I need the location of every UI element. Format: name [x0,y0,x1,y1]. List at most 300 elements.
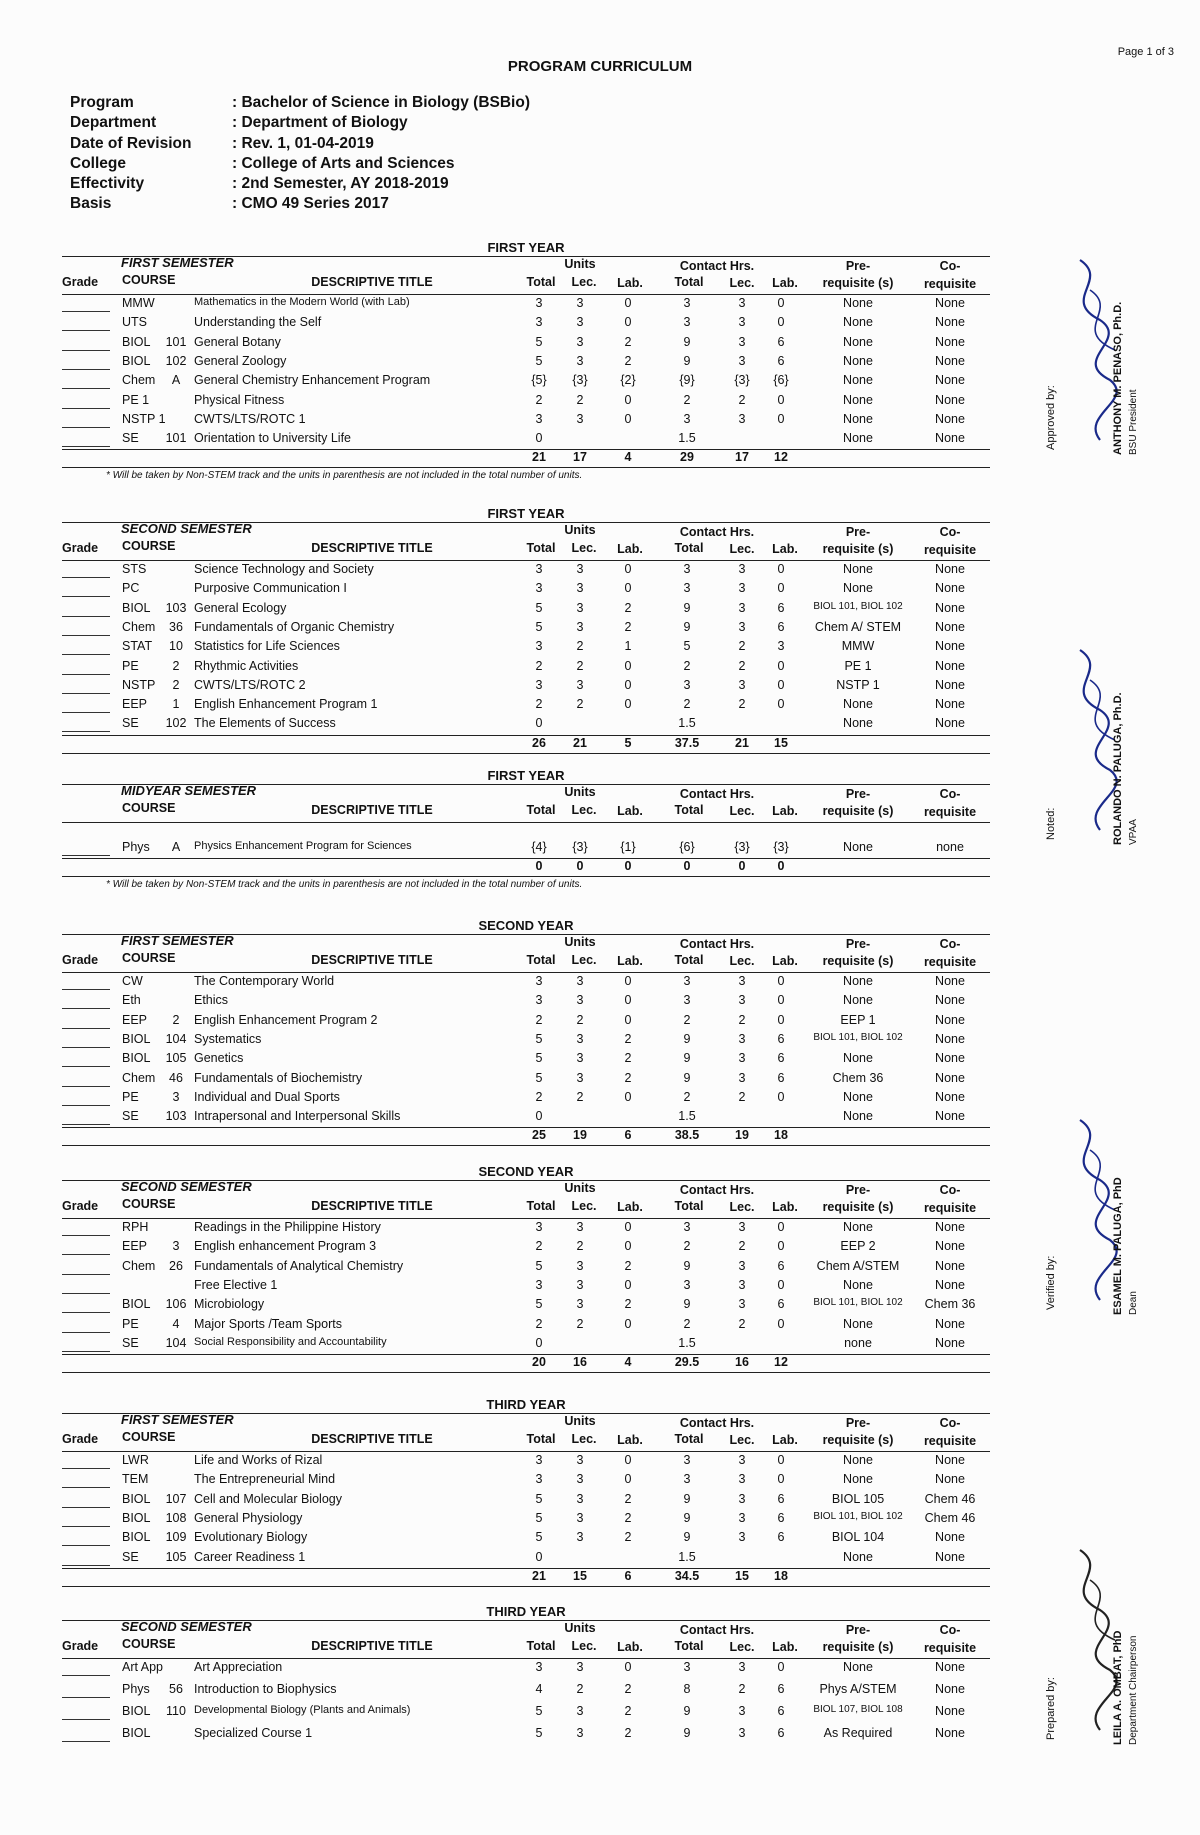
prerequisite: BIOL 101, BIOL 102 [813,1031,903,1043]
value-contact-total: 3 [683,562,691,576]
value-contact-lab: 6 [777,353,785,368]
year-label: SECOND YEAR [478,918,574,933]
prerequisite: BIOL 101, BIOL 102 [813,1510,903,1522]
course-number: 101 [165,431,187,446]
contact-lab-header: Lab. [772,276,798,290]
corequisite: None [935,1220,965,1234]
corequisite: None [935,1472,965,1487]
value-contact-total: 2 [683,1239,691,1254]
units-lec-header: Lec. [571,1199,597,1213]
units-lec-header: Lec. [571,1432,597,1446]
contact-total-header: Total [674,803,704,817]
course-title: Statistics for Life Sciences [194,639,340,654]
title-header: DESCRIPTIVE TITLE [311,1199,433,1213]
header-bottom-rule [62,1451,990,1452]
grade-header: Grade [62,1432,99,1446]
grade-blank [62,693,110,694]
contact-total-header: Total [674,953,704,967]
course-code: BIOL [122,353,151,368]
value-contact-lec: 3 [738,677,746,692]
course-code: Chem [122,373,156,388]
grade-blank [62,1086,110,1087]
value-units-lec: 3 [576,1453,584,1467]
course-title: Major Sports /Team Sports [194,1316,342,1331]
corequisite: None [935,697,965,712]
value-contact-total: 5 [683,639,691,654]
value-units-total: 5 [535,1297,543,1312]
value-contact-total: 1.5 [678,431,696,446]
signature-block [1040,640,1190,860]
total-value: 19 [573,1128,587,1143]
value-units-lec: 3 [576,1530,584,1545]
grade-blank [62,731,110,732]
table-row [62,601,990,620]
course-code: STAT [122,639,153,654]
grade-blank [62,1741,110,1742]
prerequisite: BIOL 107, BIOL 108 [813,1704,903,1715]
value-contact-lec: 3 [738,353,746,368]
prerequisite: None [843,1472,873,1487]
total-value: 21 [735,735,749,750]
units-total-header: Total [526,803,556,817]
total-value: 34.5 [674,1568,700,1583]
value-units-total: 0 [535,431,543,446]
units-lec-header: Lec. [571,1639,597,1653]
course-title: English enhancement Program 3 [194,1239,377,1254]
total-value: 17 [735,450,749,465]
value-units-lab: 0 [624,1239,632,1254]
total-value: 6 [624,1128,632,1143]
total-value: 29.5 [674,1355,700,1370]
value-units-total: 5 [535,1510,543,1525]
value-units-total: 5 [535,1491,543,1506]
prerequisite: PE 1 [844,658,872,673]
value-units-lab: 2 [624,1491,632,1506]
value-units-lab: 0 [624,1472,632,1487]
value-units-lec: 3 [576,1277,584,1292]
value-contact-total: 3 [683,1453,691,1467]
value-units-total: 4 [535,1682,543,1696]
value-units-total: {4} [531,840,547,854]
value-units-lec: 3 [576,1472,584,1487]
course-code: BIOL [122,1510,151,1525]
value-units-lab: 0 [624,411,632,426]
total-value: 0 [535,859,543,874]
course-title: English Enhancement Program 1 [194,697,378,712]
value-units-lab: 2 [624,1258,632,1273]
value-contact-lec: 3 [738,1220,746,1234]
contact-total-header: Total [674,1432,704,1446]
course-number: 101 [165,334,187,349]
table-row [62,1259,990,1278]
total-value: 16 [735,1355,749,1370]
value-contact-lec: 3 [738,581,746,596]
section-end-rule [62,1145,990,1146]
value-units-lab: 2 [624,1726,632,1740]
year-label: FIRST YEAR [487,240,565,255]
value-contact-total: 3 [683,581,691,596]
course-title: General Physiology [194,1510,303,1525]
value-units-lab: 2 [624,600,632,615]
table-row [62,1109,990,1128]
meta-value: : College of Arts and Sciences [232,154,455,172]
total-value: 4 [624,450,632,465]
value-units-lab: 2 [624,353,632,368]
value-contact-lab: 0 [777,993,785,1008]
prerequisite: None [843,974,873,988]
value-contact-lab: 6 [777,1726,785,1740]
units-total-header: Total [526,275,556,289]
value-units-lec: 3 [576,600,584,615]
units-lec-header: Lec. [571,953,597,967]
prerequisite: None [843,716,873,731]
value-contact-lec: 3 [738,1660,746,1674]
value-contact-lab: 0 [777,411,785,426]
value-contact-lab: 6 [777,600,785,615]
contact-total-header: Total [674,1199,704,1213]
table-row [62,581,990,600]
value-units-total: 3 [535,315,543,330]
grade-blank [62,1565,110,1566]
signatory-name: ANTHONY M. PENASO, Ph.D. [1112,301,1124,455]
table-row [62,1726,990,1745]
grade-blank [62,674,110,675]
value-contact-lab: 6 [777,1704,785,1718]
table-row [62,1071,990,1090]
course-code: BIOL [122,1491,151,1506]
totals-row [62,1128,990,1146]
co-header-1: Co- [939,937,961,951]
grade-blank [62,1008,110,1009]
value-contact-total: {6} [679,840,695,854]
course-code: Eth [122,993,141,1008]
value-units-total: 3 [535,562,543,576]
units-header: Units [564,935,596,949]
prerequisite: As Required [823,1726,893,1740]
value-contact-lec: 3 [738,1277,746,1292]
value-contact-lec: 2 [738,658,746,673]
value-units-lab: 0 [624,315,632,330]
corequisite: None [935,1012,965,1027]
title-header: DESCRIPTIVE TITLE [311,803,433,817]
course-title: General Zoology [194,353,287,368]
table-row [62,1660,990,1679]
value-contact-total: 9 [683,1070,691,1085]
pre-header-1: Pre- [845,259,871,273]
value-units-lec: 3 [576,1258,584,1273]
value-contact-lab: 0 [777,392,785,407]
value-units-lab: {2} [620,373,636,388]
course-title: Rhythmic Activities [194,658,299,673]
corequisite: Chem 46 [924,1510,976,1525]
section-end-rule [62,876,990,877]
value-contact-lab: {3} [773,840,789,854]
table-row [62,1336,990,1355]
value-units-total: 2 [535,1239,543,1254]
value-units-lec: 3 [576,296,584,310]
value-contact-total: 2 [683,1089,691,1104]
value-units-lec: 3 [576,1070,584,1085]
units-total-header: Total [526,1432,556,1446]
prerequisite: None [843,562,873,576]
co-header-2: requisite [923,955,977,969]
course-number: 4 [172,1316,180,1331]
section-end-rule [62,753,990,754]
units-lec-header: Lec. [571,275,597,289]
table-row [62,639,990,658]
value-contact-lab: 0 [777,1239,785,1254]
footnote: * Will be taken by Non-STEM track and the units in parenthesis are not included in the total number of units. [106,879,583,891]
course-number: 102 [165,353,187,368]
value-units-total: 5 [535,1070,543,1085]
value-units-lab: 1 [624,639,632,654]
contact-header: Contact Hrs. [679,937,755,951]
corequisite: None [935,334,965,349]
course-number: A [171,373,181,388]
course-code: Chem [122,1070,156,1085]
course-code: EEP [122,1012,148,1027]
course-code: BIOL [122,600,151,615]
course-number: 110 [166,1704,186,1718]
grade-blank [62,1487,110,1488]
corequisite: none [936,840,964,854]
value-contact-lec: 3 [738,1726,746,1740]
course-number: 46 [169,1070,183,1085]
grade-blank [62,1351,110,1352]
value-units-lab: 0 [624,677,632,692]
course-header: COURSE [122,539,176,553]
prerequisite: BIOL 101, BIOL 102 [813,600,903,612]
units-total-header: Total [526,953,556,967]
grade-blank [62,596,110,597]
course-number: 3 [172,1239,180,1254]
course-header: COURSE [122,1430,176,1444]
course-number: 10 [169,639,183,654]
signatory-title: VPAA [1128,819,1139,845]
value-contact-lec: 3 [738,1510,746,1525]
meta-label: Effectivity [70,175,145,193]
value-contact-lec: 2 [738,392,746,407]
course-code: PE [122,1316,139,1331]
value-units-lab: 2 [624,1051,632,1066]
grade-blank [62,427,110,428]
course-title: Intrapersonal and Interpersonal Skills [194,1109,401,1124]
table-row [62,1032,990,1051]
value-contact-total: 3 [683,1220,691,1234]
signatory-title: Department Chairperson [1128,1635,1139,1745]
corequisite: None [935,1549,965,1564]
prerequisite: None [843,373,873,388]
meta-value: : 2nd Semester, AY 2018-2019 [232,175,449,193]
co-header-1: Co- [939,259,961,273]
meta-label: Program [70,94,134,111]
value-units-total: 3 [535,993,543,1008]
prerequisite: EEP 2 [840,1239,876,1254]
corequisite: None [935,1704,965,1718]
course-header: COURSE [122,1197,176,1211]
header-bottom-rule [62,294,990,295]
course-title: General Ecology [194,600,287,615]
value-units-total: 3 [535,1453,543,1467]
course-title: Fundamentals of Organic Chemistry [194,619,395,634]
pre-header-1: Pre- [845,1183,871,1197]
value-contact-total: 9 [683,1704,691,1718]
contact-lab-header: Lab. [772,1433,798,1447]
corequisite: None [935,658,965,673]
total-value: 21 [532,450,546,465]
value-contact-total: 2 [683,1012,691,1027]
signatory-role: Approved by: [1045,385,1057,450]
value-units-lec: 3 [576,581,584,596]
value-contact-total: 2 [683,658,691,673]
value-units-total: 5 [535,1530,543,1545]
table-row [62,1013,990,1032]
course-title: Purposive Communication I [194,581,347,596]
value-units-lec: 3 [576,1726,584,1740]
course-number: 103 [165,1109,187,1124]
grade-blank [62,388,110,389]
course-title: Introduction to Biophysics [194,1682,337,1696]
total-value: 17 [573,450,587,465]
table-row [62,431,990,450]
value-units-total: 3 [535,974,543,988]
meta-row [70,194,530,214]
semester-section [62,240,990,510]
value-units-lec: {3} [572,840,588,854]
table-row [62,1278,990,1297]
value-units-lab: 2 [624,1070,632,1085]
table-row [62,393,990,412]
value-units-total: 3 [535,1472,543,1487]
course-title: The Contemporary World [194,974,335,988]
page-title: PROGRAM CURRICULUM [507,58,693,75]
co-header-1: Co- [939,787,961,801]
table-row [62,412,990,431]
value-contact-lab: 0 [777,1660,785,1674]
header-bottom-rule [62,560,990,561]
value-contact-lab: 6 [777,1297,785,1312]
table-row [62,296,990,315]
value-units-lec: 2 [576,1239,584,1254]
value-contact-lab: 6 [777,1051,785,1066]
grade-header: Grade [62,953,99,967]
table-row [62,1317,990,1336]
value-contact-total: 2 [683,392,691,407]
value-units-lec: {3} [572,373,588,388]
value-units-lab: 0 [624,1089,632,1104]
value-units-lab: 0 [624,993,632,1008]
grade-header: Grade [62,275,99,289]
grade-blank [62,1468,110,1469]
units-header: Units [564,785,596,799]
course-code: NSTP [122,677,156,692]
contact-header: Contact Hrs. [679,525,755,539]
course-title: Fundamentals of Biochemistry [194,1070,363,1085]
prerequisite: None [843,392,873,407]
corequisite: None [935,315,965,330]
value-units-lab: 0 [624,392,632,407]
prerequisite: Chem 36 [832,1070,884,1085]
value-units-lab: 2 [624,1682,632,1696]
value-units-lab: 2 [624,1031,632,1046]
year-label: THIRD YEAR [486,1397,566,1412]
course-title: Individual and Dual Sports [194,1089,340,1104]
course-code: BIOL [122,1704,151,1718]
section-end-rule [62,467,990,468]
contact-header: Contact Hrs. [679,1183,755,1197]
value-units-total: 3 [535,296,543,310]
meta-value: : CMO 49 Series 2017 [232,195,389,213]
units-lab-header: Lab. [617,542,643,556]
value-contact-total: 9 [683,1530,691,1545]
value-units-lec: 3 [576,974,584,988]
course-title: Free Elective 1 [194,1277,278,1292]
total-value: 0 [576,859,584,874]
semester-label: FIRST SEMESTER [121,933,234,948]
co-header-2: requisite [923,1434,977,1448]
total-value: 12 [774,450,788,465]
course-number: 105 [165,1051,187,1066]
value-units-lec: 2 [576,1089,584,1104]
course-number: 2 [172,658,180,673]
meta-value: : Rev. 1, 01-04-2019 [232,134,374,152]
year-label: FIRST YEAR [487,506,565,521]
course-code: BIOL [122,1726,151,1740]
corequisite: None [935,1453,965,1467]
grade-blank [62,330,110,331]
signatory-title: BSU President [1128,389,1139,455]
corequisite: None [935,1660,965,1674]
value-contact-lec: 2 [738,697,746,712]
corequisite: None [935,974,965,988]
table-row [62,354,990,373]
units-lab-header: Lab. [617,954,643,968]
semester-label: MIDYEAR SEMESTER [121,783,257,798]
value-contact-total: 1.5 [678,1549,696,1564]
grade-blank [62,1507,110,1508]
meta-value: : Department of Biology [232,114,408,132]
value-units-lec: 3 [576,1031,584,1046]
course-title: Fundamentals of Analytical Chemistry [194,1258,404,1273]
table-row [62,1297,990,1316]
value-units-lec: 2 [576,392,584,407]
semester-section [62,1164,990,1434]
value-units-total: 3 [535,581,543,596]
meta-label: Date of Revision [70,134,192,152]
table-row [62,1682,990,1701]
value-contact-total: 3 [683,315,691,330]
course-number: 36 [169,619,183,634]
course-number: 109 [165,1530,187,1545]
course-number: 106 [165,1297,187,1312]
signature-block [1040,1540,1190,1760]
corequisite: None [935,353,965,368]
value-contact-lab: 6 [777,1491,785,1506]
value-units-total: 5 [535,600,543,615]
course-code: EEP [122,1239,148,1254]
total-value: 25 [532,1128,546,1143]
title-header: DESCRIPTIVE TITLE [311,275,433,289]
value-contact-lab: 0 [777,1089,785,1104]
meta-row [70,93,530,113]
value-contact-lec: 3 [738,334,746,349]
corequisite: Chem 36 [924,1297,976,1312]
value-units-lab: 0 [624,581,632,596]
value-contact-total: 1.5 [678,1109,696,1124]
corequisite: None [935,1726,965,1740]
value-contact-total: 9 [683,600,691,615]
table-row [62,373,990,392]
